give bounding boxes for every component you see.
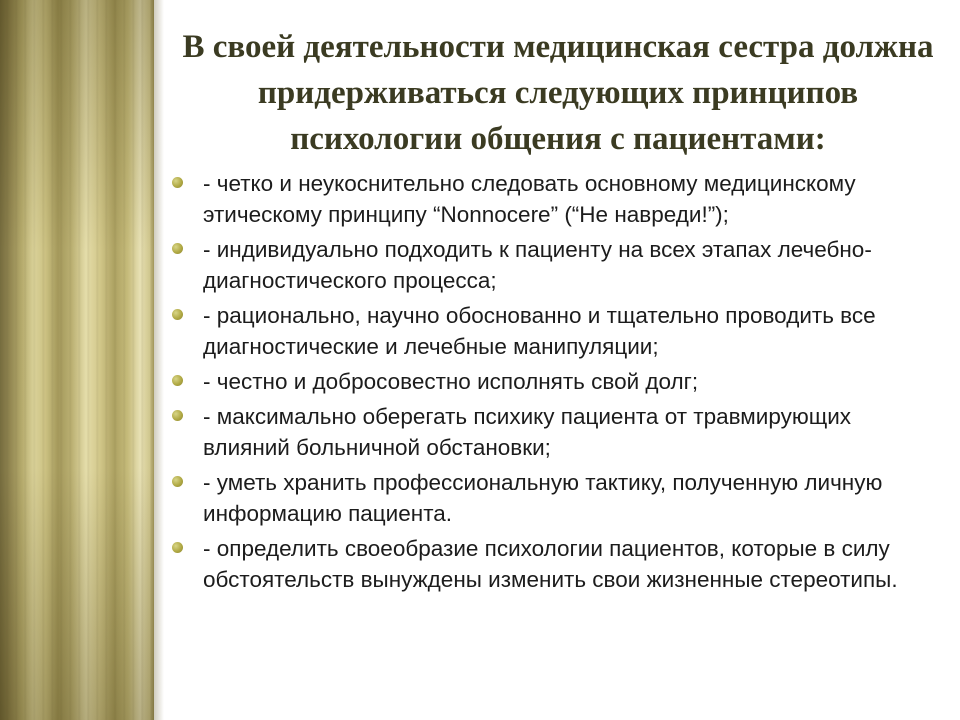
list-item — [170, 168, 940, 230]
bullet-list — [170, 168, 940, 599]
list-item-text: - максимально оберегать психику пациента от травмирующих влияний больничной обстановки; — [203, 404, 852, 460]
bullet-dot-icon — [172, 243, 183, 254]
list-item — [170, 300, 940, 362]
decorative-band-edge — [154, 0, 164, 720]
list-item-text: - уметь хранить профессиональную тактику, полученную личную информацию пациента. — [203, 470, 883, 526]
slide-title: В своей деятельности медицинская сестра должна придерживаться следующих принципов психологии общения с пациентами: — [182, 29, 934, 157]
list-item — [170, 366, 940, 397]
list-item — [170, 234, 940, 296]
list-item — [170, 467, 940, 529]
list-item-text: - определить своеобразие психологии пациентов, которые в силу обстоятельств вынуждены изменить свои жизненные стереотипы. — [203, 536, 898, 592]
decorative-gold-shade — [0, 0, 154, 720]
list-item-text: - четко и неукоснительно следовать основному медицинскому этическому принципу “Nonnocere” (“Не навреди!”); — [203, 171, 856, 227]
bullet-dot-icon — [172, 309, 183, 320]
bullet-dot-icon — [172, 476, 183, 487]
list-item-text: - индивидуально подходить к пациенту на всех этапах лечебно- диагностического процесса; — [203, 237, 872, 293]
bullet-dot-icon — [172, 177, 183, 188]
list-item-text: - честно и добросовестно исполнять свой долг; — [203, 369, 699, 394]
list-item-text: - рационально, научно обоснованно и тщательно проводить все диагностические и лечебные манипуляции; — [203, 303, 876, 359]
bullet-dot-icon — [172, 410, 183, 421]
bullet-dot-icon — [172, 542, 183, 553]
list-item — [170, 533, 940, 595]
list-item — [170, 401, 940, 463]
bullet-dot-icon — [172, 375, 183, 386]
